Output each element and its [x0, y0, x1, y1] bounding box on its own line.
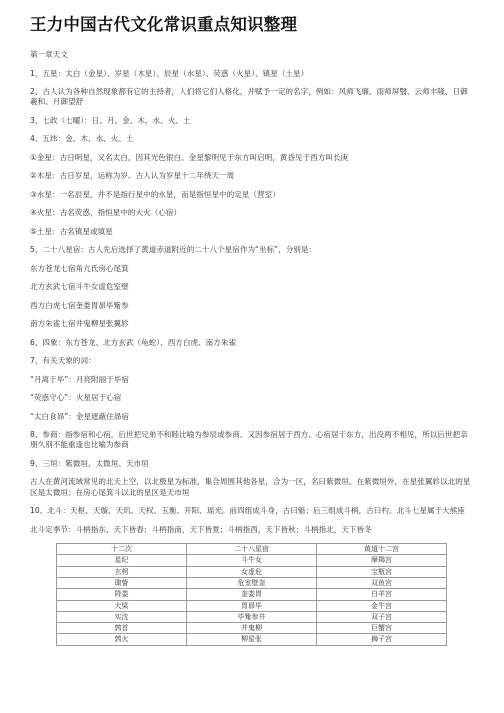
table-cell: 双鱼宫: [317, 578, 447, 589]
paragraph-east-mansions: 东方苍龙七宿角亢氐房心尾箕: [30, 263, 129, 273]
table-cell: 摩羯宫: [317, 555, 447, 566]
table-cell: 白羊宫: [317, 589, 447, 600]
table-row: [57, 589, 447, 600]
table-cell: 胃昴毕: [187, 600, 317, 611]
table-header-cell: 黄道十二宫: [317, 544, 447, 555]
table-cell: 巨蟹宫: [317, 623, 447, 634]
table-header-cell: 二十八星宿: [187, 544, 317, 555]
paragraph-seven-governors: 3、七政（七曜）：日、月、金、木、水、火、土: [30, 115, 191, 125]
paragraph-term-mars: “荧惑守心”：火星居于心宿: [30, 393, 122, 403]
table-cell: 井鬼柳: [187, 623, 317, 634]
table-cell: 金牛宫: [317, 600, 447, 611]
table-cell: 奎娄胃: [187, 589, 317, 600]
paragraph-jupiter: ②木星：古日岁星，运称为岁。古人认为岁星十二年绕天一周: [30, 171, 235, 181]
paragraph-28-mansions: 5、二十八星宿：古人先后选择了黄道赤道附近的二十八个星宿作为“坐标”，分别是：: [30, 245, 317, 255]
table-row: [57, 555, 447, 566]
paragraph-mars: ④火星：古名荧惑，指恒星中的大火（心宿）: [30, 208, 182, 218]
table-cell: 玄枵: [57, 566, 187, 577]
paragraph-mercury: ③水星：一名辰星，并不是指行星中的水星，而是指恒星中的定星（营室）: [30, 189, 280, 199]
table-row: [57, 566, 447, 577]
paragraph-five-stars: 1、五星：太白（金星）、岁星（木星）、辰星（水星）、荧惑（火星）、镇星（土星）: [30, 68, 309, 78]
table-row: [57, 578, 447, 589]
table-cell: 实沈: [57, 611, 187, 622]
document-title: 王力中国古代文化常识重点知识整理: [30, 15, 298, 34]
table-cell: 降娄: [57, 589, 187, 600]
table-cell: 星纪: [57, 555, 187, 566]
paragraph-dipper-seasons: 北斗定季节：斗柄指东、天下皆春；斗柄指南，天下皆夏；斗柄指西，天下皆秋；斗柄指北，天下皆冬: [30, 524, 372, 534]
paragraph-celestial-terms: 7、有关天象的词：: [30, 356, 96, 366]
paragraph-saturn: ⑤土星：古名镇星或填星: [30, 226, 113, 236]
table-cell: 鹑首: [57, 623, 187, 634]
table-header-row: [57, 544, 447, 555]
table-cell: 狮子宫: [317, 634, 447, 645]
paragraph-south-mansions: 南方朱雀七宿井鬼柳星张翼轸: [30, 319, 129, 329]
chapter-heading: 第一章天文: [30, 50, 68, 59]
table-cell: 女虚危: [187, 566, 317, 577]
paragraph-venus: ①金星：古日明星，又名太白，因其光色银白。金星黎明见于东方叫启明，黄昏见于西方叫长庚: [30, 152, 349, 162]
paragraph-big-dipper: 10、北斗：天枢、天璇、天玑、天权、玉衡、开阳、瑶光。前四组成斗身，古曰魁；后三组成斗柄，古曰杓。北斗七星属于大熊座: [30, 506, 465, 516]
table-row: [57, 600, 447, 611]
paragraph-term-venus: “太白食昴”：金星遮蔽住昴宿: [30, 411, 129, 421]
paragraph-north-mansions: 北方玄武七宿斗牛女虚危室壁: [30, 282, 129, 292]
paragraph-west-mansions: 西方白虎七宿奎娄胃昴毕觜参: [30, 300, 129, 310]
paragraph-three-enclosures: 9、三垣：紫微垣、太微垣、天市垣: [30, 458, 149, 468]
paragraph-term-moon: “月离于毕”：月亮附丽于毕宿: [30, 374, 129, 384]
table-cell: 斗牛女: [187, 555, 317, 566]
paragraph-five-wefts: 4、五纬：金、木、水、火、土: [30, 134, 134, 144]
paragraph-four-symbols: 6、四象：东方苍龙、北方玄武（龟蛇）、西方白虎、南方朱雀: [30, 337, 237, 347]
table-cell: 双子宫: [317, 611, 447, 622]
table-row: [57, 623, 447, 634]
paragraph-personification: 2、古人认为各种自然现象都有它的主持者，人们将它们人格化，并赋予一定的名字，例如：风师飞廉、雨师屏翳、云师丰隆、日御羲和、月御望舒: [30, 87, 468, 107]
zodiac-table: [56, 543, 447, 646]
table-cell: 毕觜参井: [187, 611, 317, 622]
table-header-cell: 十二次: [57, 544, 187, 555]
table-cell: 柳星张: [187, 634, 317, 645]
table-row: [57, 611, 447, 622]
table-cell: 诹訾: [57, 578, 187, 589]
paragraph-enclosure-details: 古人在黄河流域常见的北天上空，以北极星为标准，集合周围其他各星，合为一区，名曰紫微垣。在紫微垣外，在星张翼轸以北的星区是太微垣；在房心尾箕斗以北的星区是天市垣: [30, 477, 471, 497]
table-cell: 危室壁奎: [187, 578, 317, 589]
table-row: [57, 634, 447, 645]
table-cell: 大梁: [57, 600, 187, 611]
table-cell: 鹑火: [57, 634, 187, 645]
paragraph-shen-shang: 8、参商：指参宿和心宿，后世把兄弟不和睦比喻为参辰或参商。又因参宿居于西方、心宿居于东方，出没两不相见，所以后世把亲朋久别不能重逢也比喻为参商: [30, 430, 468, 450]
table-cell: 宝瓶宫: [317, 566, 447, 577]
